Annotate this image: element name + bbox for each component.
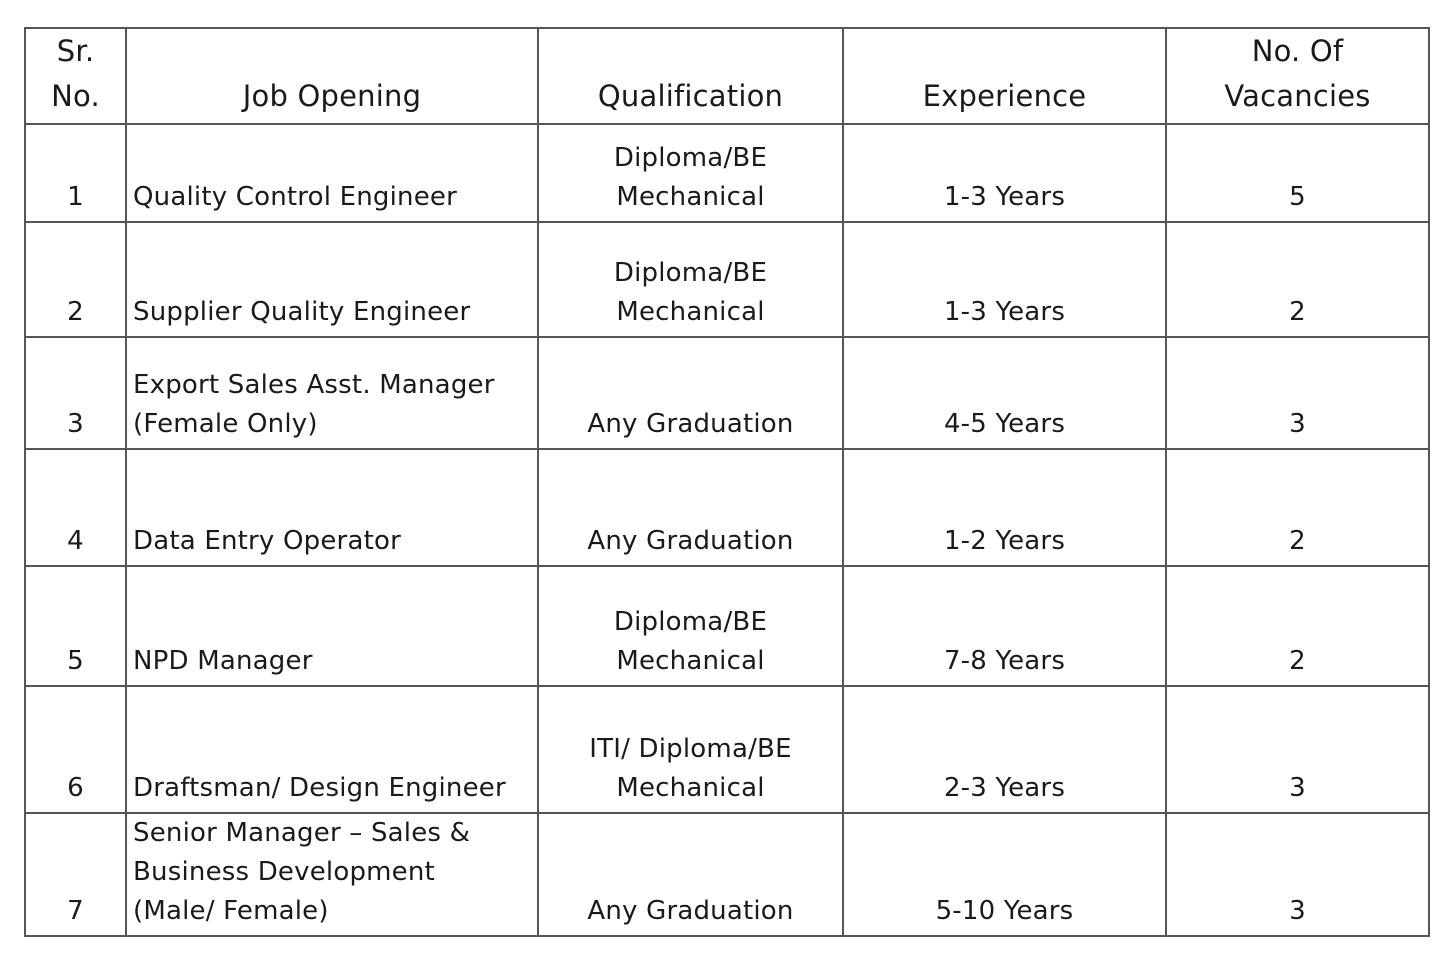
qualification-cell: Diploma/BE Mechanical: [538, 566, 843, 686]
sr-no-cell: 2: [25, 222, 126, 337]
experience-cell: 7-8 Years: [843, 566, 1166, 686]
experience-cell: 5-10 Years: [843, 813, 1166, 936]
sr-no-cell: 7: [25, 813, 126, 936]
table-row: [25, 813, 1429, 936]
header-row: [25, 28, 1429, 124]
sr-no-cell: 3: [25, 337, 126, 449]
table-row: [25, 337, 1429, 449]
header-job-opening: Job Opening: [126, 28, 538, 124]
vacancies-cell: 2: [1166, 566, 1429, 686]
sr-no-cell: 1: [25, 124, 126, 222]
qualification-cell: Any Graduation: [538, 813, 843, 936]
qualification-cell: Any Graduation: [538, 337, 843, 449]
job-opening-cell: Quality Control Engineer: [126, 124, 538, 222]
job-opening-cell: Export Sales Asst. Manager (Female Only): [126, 337, 538, 449]
vacancies-cell: 3: [1166, 686, 1429, 813]
table-row: [25, 124, 1429, 222]
experience-cell: 2-3 Years: [843, 686, 1166, 813]
job-opening-cell: Senior Manager – Sales & Business Development (Male/ Female): [126, 813, 538, 936]
vacancies-cell: 2: [1166, 449, 1429, 566]
header-sr-no: Sr. No.: [25, 28, 126, 124]
sr-no-cell: 5: [25, 566, 126, 686]
vacancies-cell: 5: [1166, 124, 1429, 222]
job-opening-cell: Supplier Quality Engineer: [126, 222, 538, 337]
vacancies-cell: 2: [1166, 222, 1429, 337]
job-opening-cell: NPD Manager: [126, 566, 538, 686]
vacancies-cell: 3: [1166, 813, 1429, 936]
table-row: [25, 449, 1429, 566]
table-row: [25, 222, 1429, 337]
table-row: [25, 686, 1429, 813]
job-opening-cell: Data Entry Operator: [126, 449, 538, 566]
sr-no-cell: 6: [25, 686, 126, 813]
experience-cell: 1-2 Years: [843, 449, 1166, 566]
qualification-cell: Diploma/BE Mechanical: [538, 124, 843, 222]
header-experience: Experience: [843, 28, 1166, 124]
experience-cell: 4-5 Years: [843, 337, 1166, 449]
qualification-cell: Any Graduation: [538, 449, 843, 566]
experience-cell: 1-3 Years: [843, 124, 1166, 222]
job-opening-cell: Draftsman/ Design Engineer: [126, 686, 538, 813]
header-vacancies: No. Of Vacancies: [1166, 28, 1429, 124]
header-qualification: Qualification: [538, 28, 843, 124]
experience-cell: 1-3 Years: [843, 222, 1166, 337]
qualification-cell: ITI/ Diploma/BE Mechanical: [538, 686, 843, 813]
vacancies-cell: 3: [1166, 337, 1429, 449]
job-openings-table: [24, 27, 1430, 937]
table-row: [25, 566, 1429, 686]
qualification-cell: Diploma/BE Mechanical: [538, 222, 843, 337]
sr-no-cell: 4: [25, 449, 126, 566]
